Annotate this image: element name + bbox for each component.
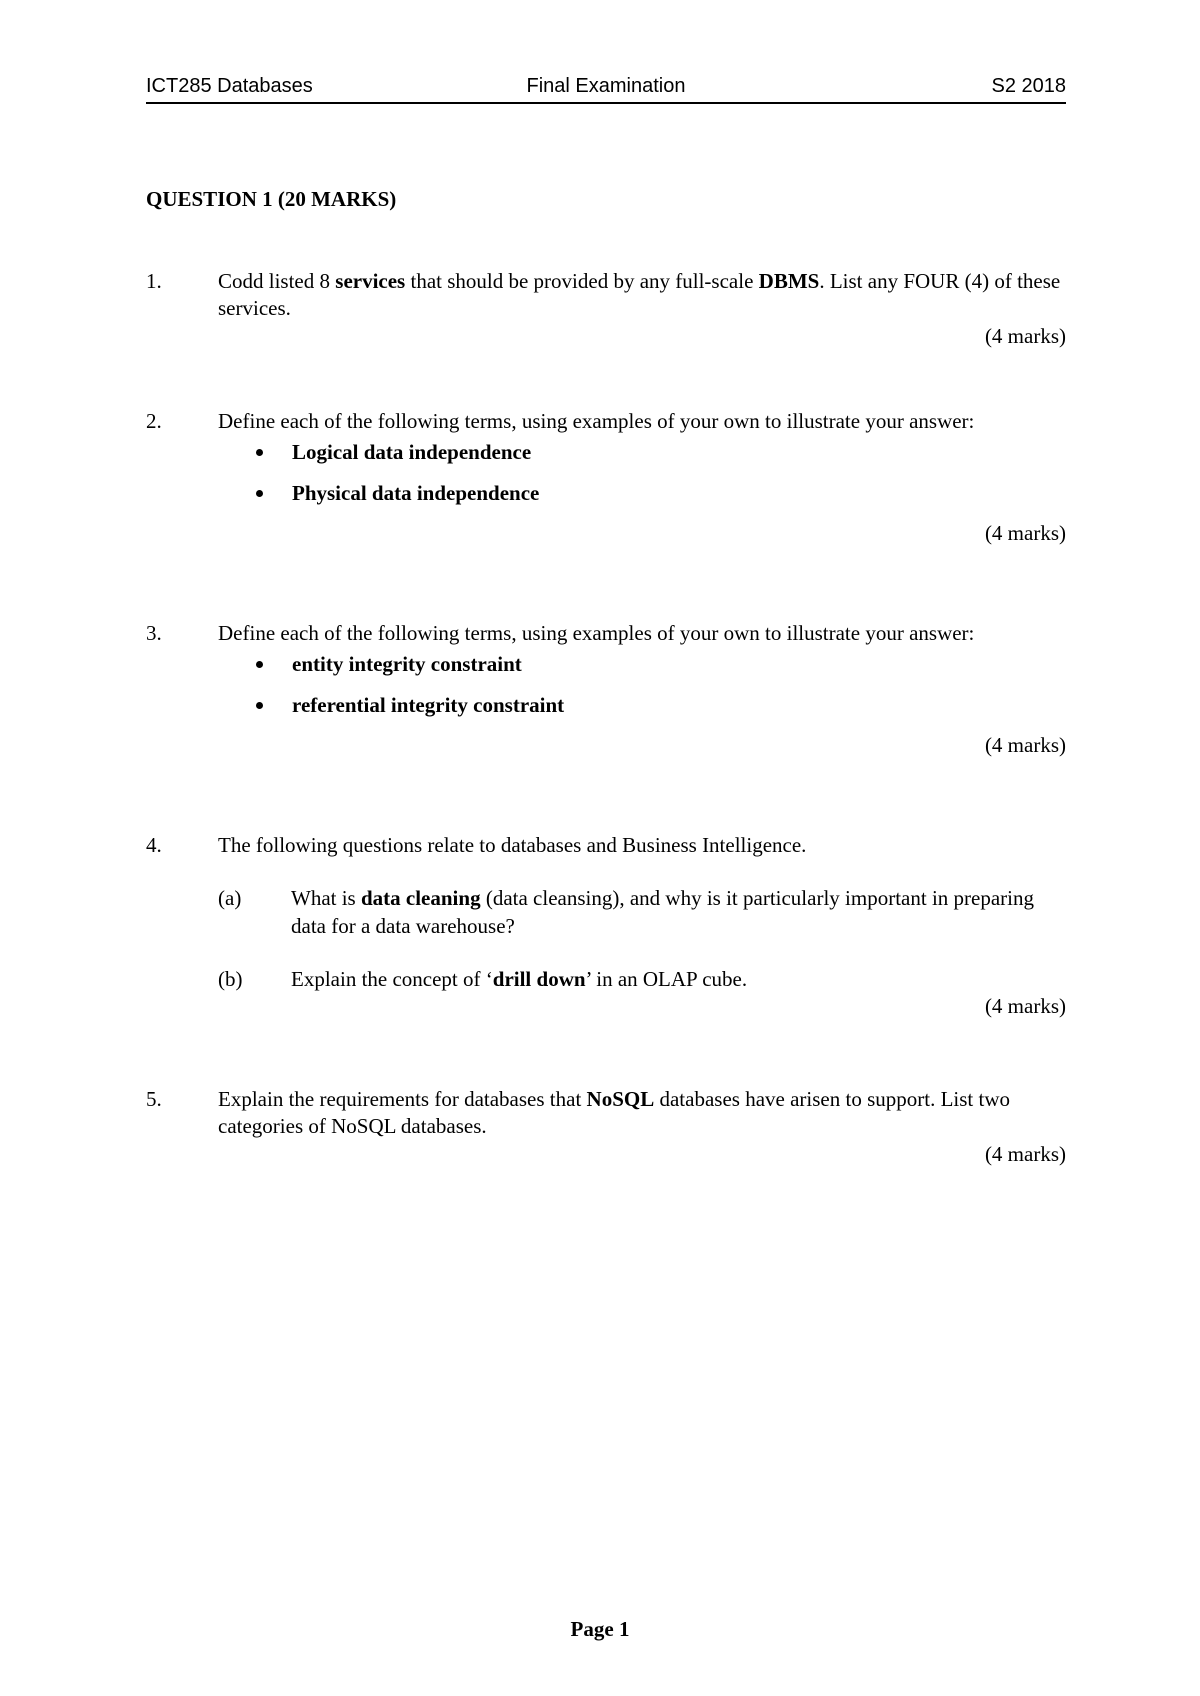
page-header xyxy=(146,74,1066,104)
bold-term: data cleaning xyxy=(360,886,481,911)
bullet-item: Physical data independence xyxy=(256,480,1066,507)
bullet-list xyxy=(146,651,1066,719)
bold-term: NoSQL xyxy=(586,1087,655,1111)
bullet-icon xyxy=(256,661,263,668)
subpart-b xyxy=(218,966,1063,993)
bold-term: drill down xyxy=(492,966,586,991)
item-text: Codd listed 8 services that should be provided by any full-scale DBMS. List any FOUR (4) of these services. xyxy=(218,269,1061,321)
bullet-list xyxy=(146,439,1066,507)
item-number: 4. xyxy=(146,833,162,857)
marks-label: (4 marks) xyxy=(984,1141,1066,1166)
semester-label: S2 2018 xyxy=(991,75,1066,97)
marks-label: (4 marks) xyxy=(984,520,1066,545)
subpart-text: What is data cleaning (data cleansing), and why is it particularly important in preparing data for a data warehouse? xyxy=(291,886,1034,938)
course-title: ICT285 Databases xyxy=(146,75,313,97)
bold-term: services xyxy=(335,269,406,293)
bullet-item: Logical data independence xyxy=(256,439,1066,466)
item-number: 2. xyxy=(146,409,162,433)
bullet-icon xyxy=(256,449,263,456)
question-item-1 xyxy=(146,268,1066,350)
item-text: Define each of the following terms, using examples of your own to illustrate your answer: xyxy=(218,621,975,645)
question-title: QUESTION 1 (20 MARKS) xyxy=(146,187,397,211)
page-number: Page 1 xyxy=(570,1617,630,1641)
item-text: Explain the requirements for databases that NoSQL databases have arisen to support. List two categories of NoSQL databases. xyxy=(218,1087,1010,1139)
subpart-text: Explain the concept of ‘drill down’ in an OLAP cube. xyxy=(291,966,748,991)
marks-label: (4 marks) xyxy=(984,994,1066,1019)
item-number: 1. xyxy=(146,269,162,293)
bullet-icon xyxy=(256,702,263,709)
bullet-item: entity integrity constraint xyxy=(256,651,1066,678)
marks-label: (4 marks) xyxy=(984,323,1066,348)
subpart-label: (b) xyxy=(218,966,243,991)
exam-title: Final Examination xyxy=(526,75,686,97)
question-item-4 xyxy=(146,832,1066,1020)
bold-term: DBMS xyxy=(758,269,820,293)
item-number: 3. xyxy=(146,621,162,645)
question-item-2 xyxy=(146,408,1066,547)
question-item-3 xyxy=(146,620,1066,759)
item-number: 5. xyxy=(146,1087,162,1111)
marks-label: (4 marks) xyxy=(984,732,1066,757)
subpart-a xyxy=(218,885,1063,940)
bullet-icon xyxy=(256,490,263,497)
question-item-5 xyxy=(146,1086,1066,1168)
bullet-item: referential integrity constraint xyxy=(256,692,1066,719)
subpart-label: (a) xyxy=(218,886,242,911)
item-text: The following questions relate to databases and Business Intelligence. (a) What is data cleaning (data cleansing), and why is it particularly important in preparing data for a data warehouse? (b) Explain the concept of ‘drill down’ in an OLAP cube. xyxy=(218,832,1063,993)
item-text: Define each of the following terms, using examples of your own to illustrate your answer: xyxy=(218,409,975,433)
